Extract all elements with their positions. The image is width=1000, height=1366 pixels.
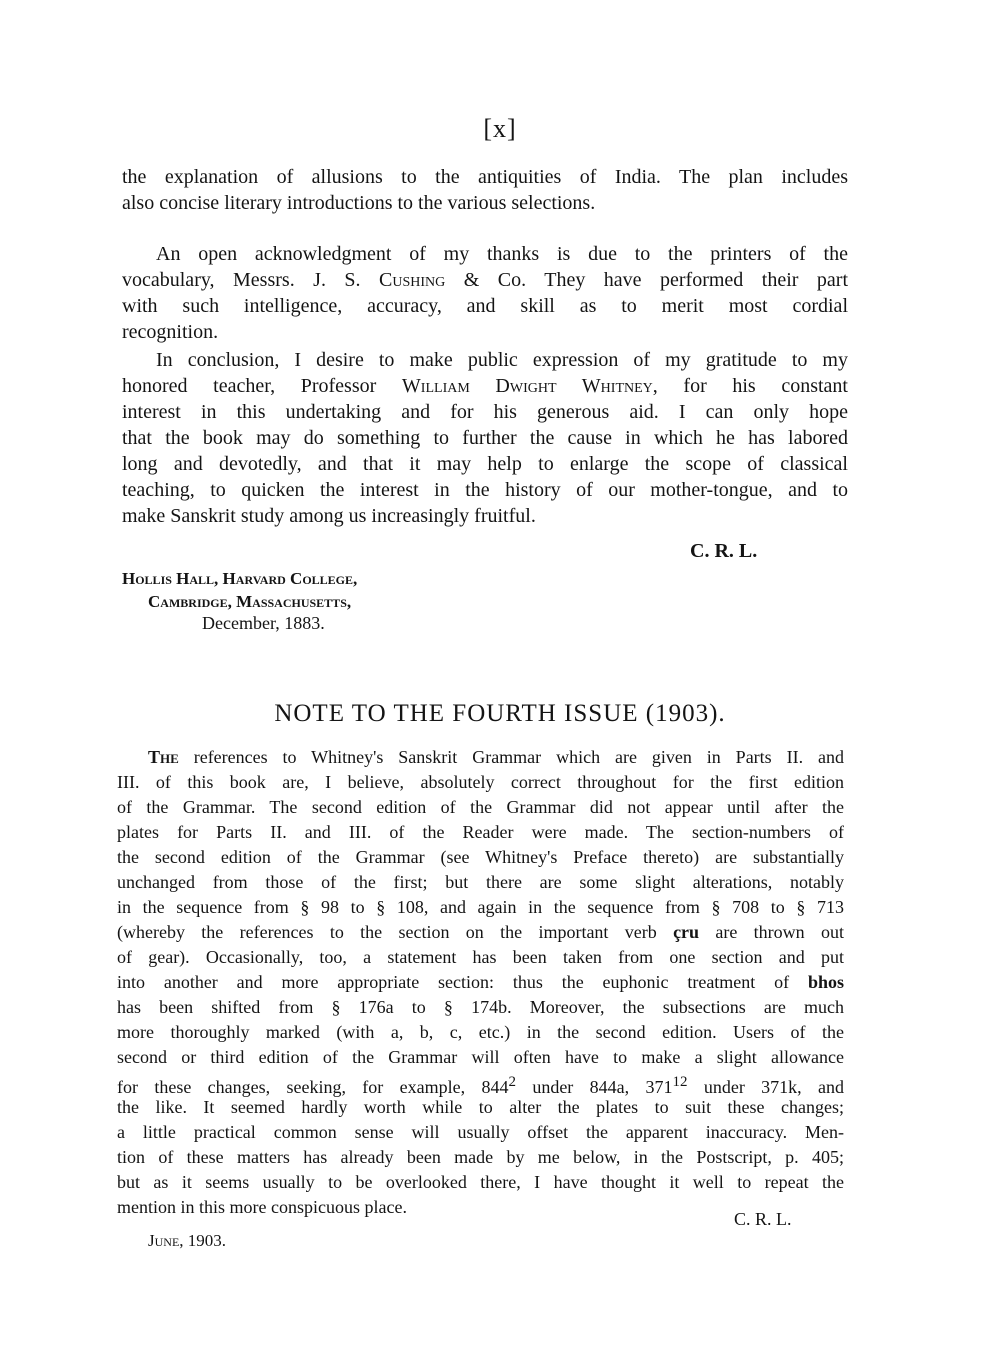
text-line: interest in this undertaking and for his generous aid. I can only hope [122, 401, 848, 423]
text-line: III. of this book are, I believe, absolutely correct throughout for the first edition [117, 772, 844, 792]
text-span: under 844a, 371 [515, 1077, 673, 1097]
text-line: has been shifted from § 176a to § 174b. Moreover, the subsections are much [117, 997, 844, 1017]
address-line: Cambridge, Massachusetts, [148, 592, 352, 611]
verb-word: çru [673, 922, 700, 942]
text-line: the second edition of the Grammar (see Whitney's Preface thereto) are substantially [117, 847, 844, 867]
text-line: the like. It seemed hardly worth while to alter the plates to suit these changes; [117, 1097, 844, 1117]
address-line: Hollis Hall, Harvard College, [122, 569, 358, 588]
text-line: mention in this more conspicuous place. [117, 1197, 407, 1217]
text-line: the explanation of allusions to the antiquities of India. The plan includes [122, 166, 848, 188]
first-word: The [148, 747, 179, 767]
text-line [122, 373, 848, 399]
note-date: June, 1903. [148, 1231, 227, 1250]
text-line [148, 745, 844, 769]
text-line: of the Grammar. The second edition of the Grammar did not appear until after the [117, 797, 844, 817]
text-line: plates for Parts II. and III. of the Reader were made. The section-numbers of [117, 822, 844, 842]
text-line [117, 920, 844, 944]
text-span: & Co. They have performed their part [445, 269, 849, 291]
text-line: in the sequence from § 98 to § 108, and again in the sequence from § 708 to § 713 [117, 897, 844, 917]
text-line: teaching, to quicken the interest in the history of our mother-tongue, and to [122, 479, 848, 501]
text-span: honored teacher, Professor [122, 375, 402, 397]
text-line: An open acknowledgment of my thanks is due to the printers of the [156, 243, 848, 265]
bhos-word: bhos [807, 972, 844, 992]
printer-name: Cushing [379, 269, 446, 291]
text-line: In conclusion, I desire to make public expression of my gratitude to my [156, 349, 848, 371]
superscript: 2 [508, 1074, 516, 1090]
teacher-name: William Dwight Whitney [401, 375, 653, 397]
text-line [122, 267, 848, 293]
text-span: under 371k, and [687, 1077, 844, 1097]
text-span: references to Whitney's Sanskrit Grammar which are given in Parts II. and [178, 747, 844, 767]
text-line [117, 970, 844, 994]
superscript: 12 [672, 1074, 688, 1090]
note-signature: C. R. L. [734, 1209, 792, 1229]
text-span: vocabulary, Messrs. J. S. [122, 269, 380, 291]
text-line: recognition. [122, 321, 219, 343]
text-line: that the book may do something to further the cause in which he has labored [122, 427, 848, 449]
text-span: into another and more appropriate section: thus the euphonic treatment of [117, 972, 808, 992]
text-line: second or third edition of the Grammar will often have to make a slight allowance [117, 1047, 844, 1067]
text-line: make Sanskrit study among us increasingly fruitful. [122, 505, 536, 527]
text-span: are thrown out [699, 922, 845, 942]
text-line: tion of these matters has already been made by me below, in the Postscript, p. 405; [117, 1147, 844, 1167]
text-line: of gear). Occasionally, too, a statement has been taken from one section and put [117, 947, 844, 967]
note-heading: NOTE TO THE FOURTH ISSUE (1903). [274, 700, 726, 727]
text-span: , for his constant [652, 375, 848, 397]
text-span: (whereby the references to the section on the important verb [117, 922, 674, 942]
text-line: long and devotedly, and that it may help to enlarge the scope of classical [122, 453, 848, 475]
page-number: [x] [483, 114, 517, 143]
text-line: more thoroughly marked (with a, b, c, etc.) in the second edition. Users of the [117, 1022, 844, 1042]
text-line: unchanged from those of the first; but there are some slight alterations, notably [117, 872, 844, 892]
text-line: also concise literary introductions to the various selections. [122, 192, 596, 214]
text-span: for these changes, seeking, for example, 844 [117, 1077, 509, 1097]
text-line: a little practical common sense will usually offset the apparent inaccuracy. Men- [117, 1122, 844, 1142]
text-line: but as it seems usually to be overlooked there, I have thought it well to repeat the [117, 1172, 844, 1192]
preface-signature: C. R. L. [690, 540, 758, 562]
preface-date: December, 1883. [202, 613, 325, 633]
text-line: with such intelligence, accuracy, and skill as to merit most cordial [122, 295, 848, 317]
